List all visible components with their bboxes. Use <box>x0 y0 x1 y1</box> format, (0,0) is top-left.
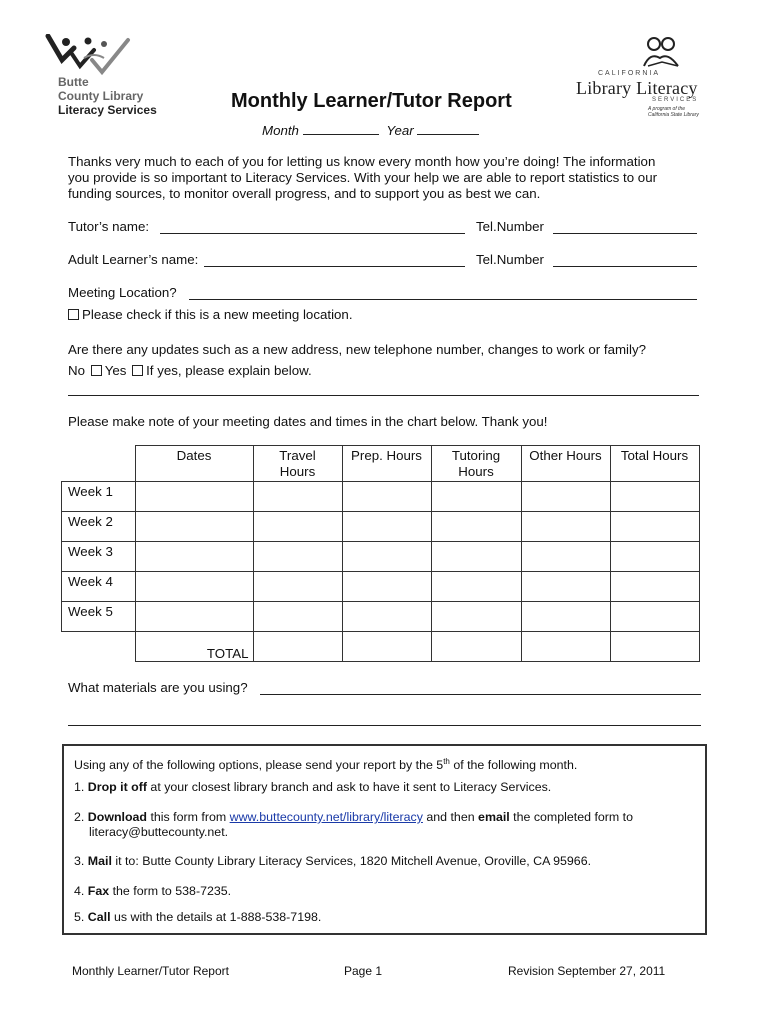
learner-tel-label: Tel.Number <box>476 252 544 267</box>
options-intro: Using any of the following options, please send your report by the 5th of the following month. <box>74 757 578 773</box>
cell-week3-tutoring[interactable] <box>431 542 521 572</box>
cell-week1-tutoring[interactable] <box>431 482 521 512</box>
reader-figures-icon <box>44 34 134 76</box>
cell-total-travel[interactable] <box>253 632 342 662</box>
yes-label: Yes <box>104 363 127 378</box>
cell-week1-prep[interactable] <box>342 482 431 512</box>
logo-library-literacy: Library Literacy <box>576 78 698 98</box>
row-label-week-1: Week 1 <box>62 482 136 512</box>
col-header-total-hours: Total Hours <box>610 446 699 482</box>
row-label-week-2: Week 2 <box>62 512 136 542</box>
logo-line-county-library: County Library <box>58 89 144 103</box>
month-field[interactable] <box>303 121 379 135</box>
intro-line-2: you provide is so important to Literacy Services. With your help we are able to report statistics to our <box>68 170 658 185</box>
cell-week5-total[interactable] <box>610 602 699 632</box>
table-total-row <box>62 632 700 662</box>
no-label: No <box>68 363 85 378</box>
row-label-week-4: Week 4 <box>62 572 136 602</box>
cell-total-tutoring[interactable] <box>431 632 521 662</box>
chart-instructions: Please make note of your meeting dates and times in the chart below. Thank you! <box>68 414 548 429</box>
logo-tagline-2: California State Library <box>648 112 699 118</box>
option-2-email: literacy@buttecounty.net. <box>89 825 229 839</box>
cell-week2-other[interactable] <box>521 512 610 542</box>
cell-week5-dates[interactable] <box>135 602 253 632</box>
book-readers-icon <box>638 36 688 70</box>
cell-week3-travel[interactable] <box>253 542 342 572</box>
meeting-hours-table <box>61 445 700 662</box>
updates-question: Are there any updates such as a new address, new telephone number, changes to work or family? <box>68 342 647 357</box>
cell-week1-dates[interactable] <box>135 482 253 512</box>
col-header-dates: Dates <box>135 446 253 482</box>
cell-week4-total[interactable] <box>610 572 699 602</box>
submission-options-box <box>62 744 707 935</box>
meeting-location-label: Meeting Location? <box>68 285 177 300</box>
cell-week1-travel[interactable] <box>253 482 342 512</box>
footer-page: Page 1 <box>344 964 383 978</box>
cell-week1-total[interactable] <box>610 482 699 512</box>
cell-week4-tutoring[interactable] <box>431 572 521 602</box>
option-3: 3. Mail it to: Butte County Library Literacy Services, 1820 Mitchell Avenue, Oroville, CA 95966. <box>74 854 592 868</box>
new-location-label: Please check if this is a new meeting location. <box>82 307 353 322</box>
new-location-row <box>68 307 353 323</box>
year-field[interactable] <box>417 121 479 135</box>
intro-line-1: Thanks very much to each of you for letting us know every month how you’re doing! The information <box>68 154 656 169</box>
learner-tel-field[interactable] <box>553 266 697 267</box>
cell-total-total[interactable] <box>610 632 699 662</box>
cell-week3-total[interactable] <box>610 542 699 572</box>
cell-week5-travel[interactable] <box>253 602 342 632</box>
month-year-line <box>262 121 479 139</box>
learner-name-label: Adult Learner’s name: <box>68 252 199 267</box>
option-1: 1. Drop it off at your closest library branch and ask to have it sent to Literacy Services. <box>74 780 552 794</box>
logo-line-literacy-services: Literacy Services <box>58 103 157 117</box>
table-row <box>62 602 700 632</box>
butte-county-library-logo <box>44 34 174 124</box>
tutor-name-field[interactable] <box>160 233 465 234</box>
year-label: Year <box>386 123 414 138</box>
cell-week2-travel[interactable] <box>253 512 342 542</box>
logo-tagline-1: A program of the <box>648 106 686 112</box>
page-title: Monthly Learner/Tutor Report <box>231 90 512 112</box>
col-header-prep-hours: Prep. Hours <box>342 446 431 482</box>
materials-question: What materials are you using? <box>68 680 248 695</box>
literacy-website-link[interactable]: www.buttecounty.net/library/literacy <box>229 810 423 824</box>
intro-line-3: funding sources, to monitor overall progress, and to support you as best we can. <box>68 186 541 201</box>
cell-week5-tutoring[interactable] <box>431 602 521 632</box>
no-checkbox[interactable] <box>91 365 102 376</box>
explain-label: If yes, please explain below. <box>146 363 312 378</box>
row-label-week-3: Week 3 <box>62 542 136 572</box>
table-row <box>62 512 700 542</box>
cell-week2-tutoring[interactable] <box>431 512 521 542</box>
cell-week4-dates[interactable] <box>135 572 253 602</box>
library-literacy-services-logo <box>576 36 706 120</box>
cell-week3-other[interactable] <box>521 542 610 572</box>
cell-week2-dates[interactable] <box>135 512 253 542</box>
cell-week4-travel[interactable] <box>253 572 342 602</box>
option-2: 2. Download this form from www.buttecounty.net/library/literacy and then email the completed form to <box>74 810 634 824</box>
table-row <box>62 482 700 512</box>
month-label: Month <box>262 123 299 138</box>
option-5: 5. Call us with the details at 1-888-538-7198. <box>74 910 322 924</box>
cell-total-prep[interactable] <box>342 632 431 662</box>
meeting-location-field[interactable] <box>189 299 697 300</box>
cell-week2-total[interactable] <box>610 512 699 542</box>
cell-week4-other[interactable] <box>521 572 610 602</box>
learner-name-field[interactable] <box>204 266 465 267</box>
footer-title: Monthly Learner/Tutor Report <box>72 964 229 978</box>
option-4: 4. Fax the form to 538-7235. <box>74 884 232 898</box>
table-row <box>62 542 700 572</box>
total-label: TOTAL <box>135 632 253 662</box>
cell-week3-dates[interactable] <box>135 542 253 572</box>
yes-checkbox[interactable] <box>132 365 143 376</box>
updates-explain-field[interactable] <box>68 395 699 396</box>
cell-week4-prep[interactable] <box>342 572 431 602</box>
col-header-other-hours: Other Hours <box>521 446 610 482</box>
cell-week2-prep[interactable] <box>342 512 431 542</box>
new-location-checkbox[interactable] <box>68 309 79 320</box>
tutor-tel-label: Tel.Number <box>476 219 544 234</box>
materials-field-line-1[interactable] <box>260 694 701 695</box>
cell-total-other[interactable] <box>521 632 610 662</box>
table-row <box>62 572 700 602</box>
cell-week5-other[interactable] <box>521 602 610 632</box>
col-header-travel-hours: Travel Hours <box>253 446 342 482</box>
cell-week3-prep[interactable] <box>342 542 431 572</box>
logo-california: CALIFORNIA <box>598 70 661 77</box>
table-corner <box>62 446 136 482</box>
logo-line-butte: Butte <box>58 75 89 89</box>
col-header-tutoring-hours: Tutoring Hours <box>431 446 521 482</box>
logo-services: SERVICES <box>652 97 699 103</box>
updates-answer-row <box>68 363 312 379</box>
tutor-name-label: Tutor’s name: <box>68 219 150 234</box>
tutor-tel-field[interactable] <box>553 233 697 234</box>
row-label-week-5: Week 5 <box>62 602 136 632</box>
cell-week1-other[interactable] <box>521 482 610 512</box>
cell-week5-prep[interactable] <box>342 602 431 632</box>
materials-field-line-2[interactable] <box>68 725 701 726</box>
total-row-spacer <box>62 632 136 662</box>
footer-revision: Revision September 27, 2011 <box>508 964 666 978</box>
